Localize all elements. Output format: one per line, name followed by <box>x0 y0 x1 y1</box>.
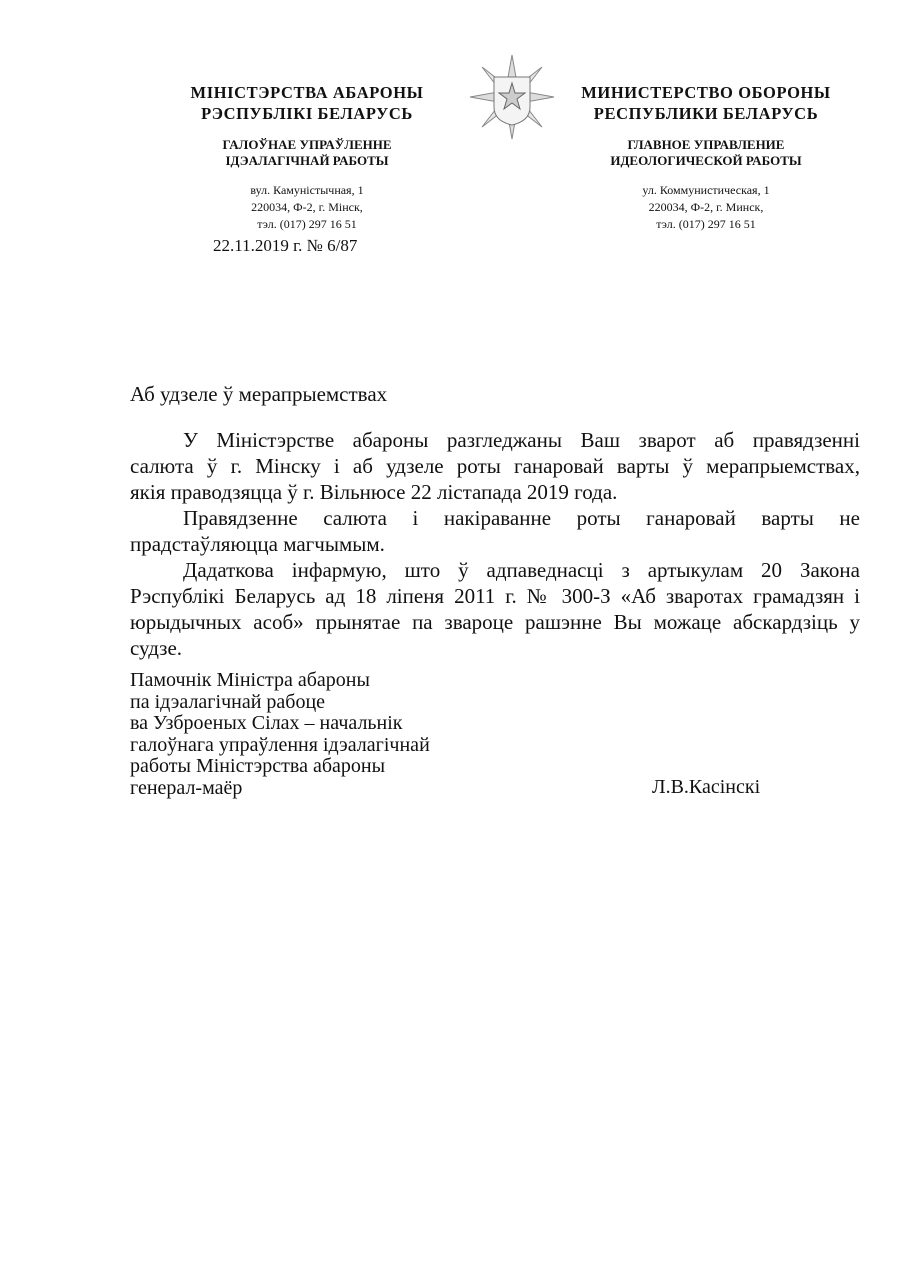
body-line: У Міністэрстве абароны разгледжаны Ваш зварот аб правядзенні <box>183 428 860 452</box>
position-line: галоўнага упраўлення ідэалагічнай <box>130 733 430 756</box>
position-line: па ідэалагічнай рабоце <box>130 690 326 713</box>
ministry-line: РЭСПУБЛІКІ БЕЛАРУСЬ <box>201 104 413 123</box>
address-line: тэл. (017) 297 16 51 <box>257 217 357 231</box>
letterhead-left <box>157 82 457 233</box>
address-line: вул. Камуністычная, 1 <box>250 183 364 197</box>
body-line: Дадаткова інфармую, што ў адпаведнасці з артыкулам 20 Закона <box>183 558 860 582</box>
subject-line: Аб удзеле ў мерапрыемствах <box>130 382 388 406</box>
ministry-name-ru <box>556 82 856 124</box>
department-line: ГАЛОЎНАЕ УПРАЎЛЕННЕ <box>222 137 392 152</box>
department-line: ІДЭАЛАГІЧНАЙ РАБОТЫ <box>225 153 389 168</box>
ministry-line: МИНИСТЕРСТВО ОБОРОНЫ <box>581 83 831 102</box>
position-line: Памочнік Міністра абароны <box>130 669 370 691</box>
ministry-name-be <box>157 82 457 124</box>
department-name-be <box>157 137 457 169</box>
body-line: якія праводзяцца ў г. Вільнюсе 22 лістапада 2019 года. <box>130 480 618 504</box>
address-be <box>157 182 457 233</box>
ministry-line: МІНІСТЭРСТВА АБАРОНЫ <box>190 83 424 102</box>
body-line: прадстаўляюцца магчымым. <box>130 532 385 556</box>
position-line: ва Узброеных Сілах – начальнік <box>130 712 403 734</box>
letterhead-right <box>556 82 856 233</box>
date-reference: 22.11.2019 г. № 6/87 <box>213 236 358 255</box>
body-line: судзе. <box>130 636 183 660</box>
body-line: салюта ў г. Мінску і аб удзеле роты ганаровай варты ў мерапрыемствах, <box>130 454 860 478</box>
body-line: юрыдычных асоб» прынятае па звароце рашэнне Вы можаце абскардзіць у <box>130 610 860 634</box>
address-line: 220034, Ф-2, г. Минск, <box>648 200 764 214</box>
star-emblem-icon <box>468 53 556 141</box>
ministry-line: РЕСПУБЛИКИ БЕЛАРУСЬ <box>593 104 819 123</box>
position-line: генерал-маёр <box>130 776 243 799</box>
department-name-ru <box>556 137 856 169</box>
address-ru <box>556 182 856 233</box>
signatory-position <box>130 670 430 799</box>
address-line: 220034, Ф-2, г. Мінск, <box>251 200 363 214</box>
address-line: ул. Коммунистическая, 1 <box>642 183 770 197</box>
address-line: тэл. (017) 297 16 51 <box>656 217 756 231</box>
body-line: Правядзенне салюта і накіраванне роты ганаровай варты не <box>183 506 860 530</box>
signatory-name: Л.В.Касінскі <box>652 776 761 798</box>
body-line: Рэспублікі Беларусь ад 18 ліпеня 2011 г. № 300-З «Аб зваротах грамадзян і <box>130 584 860 608</box>
department-line: ГЛАВНОЕ УПРАВЛЕНИЕ <box>627 137 785 152</box>
position-line: работы Міністэрства абароны <box>130 755 386 777</box>
department-line: ИДЕОЛОГИЧЕСКОЙ РАБОТЫ <box>610 153 802 168</box>
